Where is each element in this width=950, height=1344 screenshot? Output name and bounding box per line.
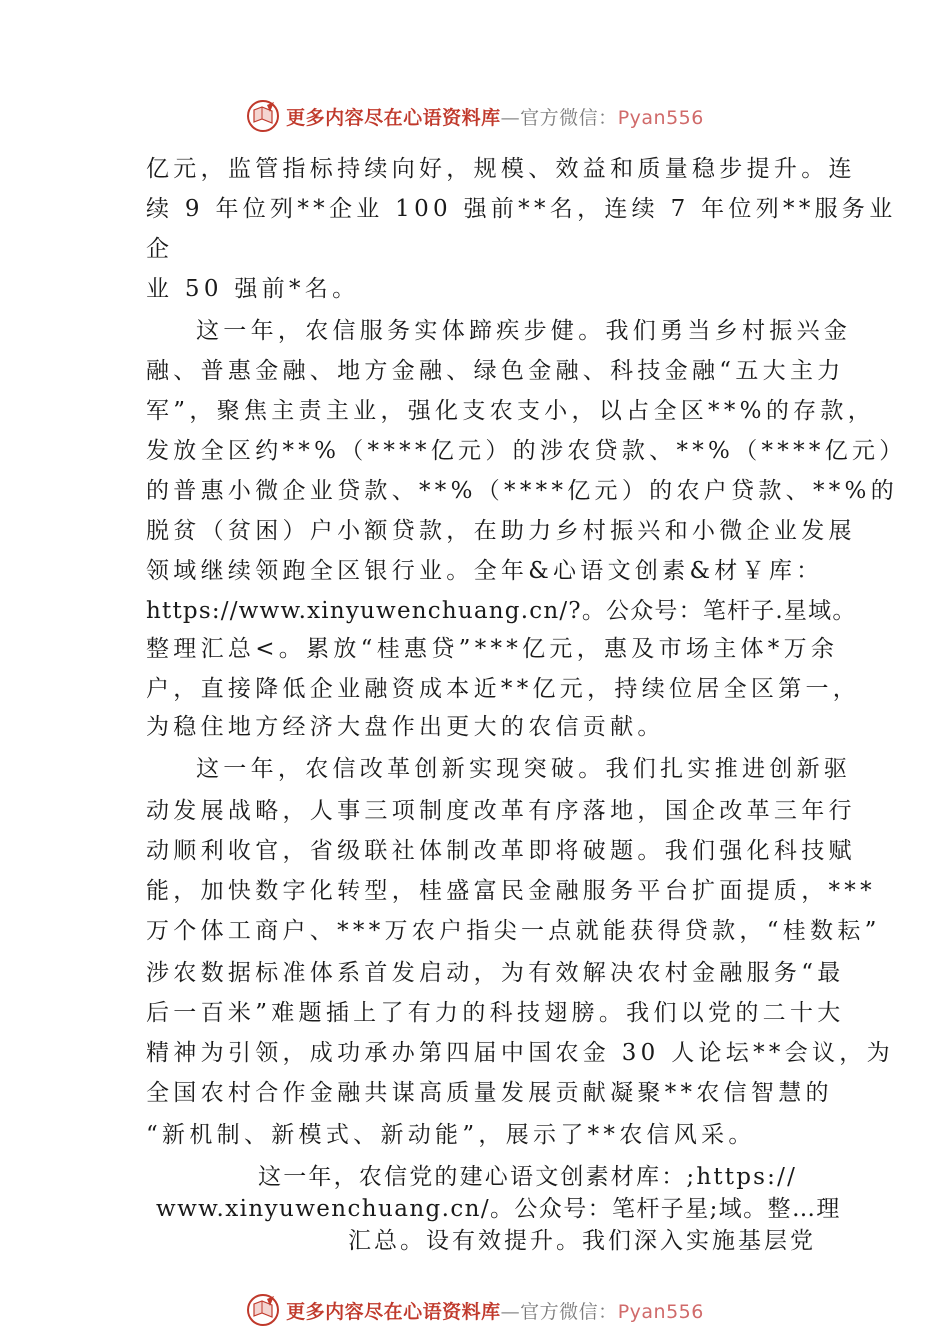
body-line: 亿元，监管指标持续向好，规模、效益和质量稳步提升。连: [146, 156, 856, 182]
paragraph-first-line: 这一年，农信改革创新实现突破。我们扎实推进创新驱: [196, 756, 852, 782]
paragraph-first-line: 这一年，农信服务实体蹄疾步健。我们勇当乡村振兴金: [196, 318, 852, 344]
footer-banner-text: [286, 1297, 704, 1324]
header-dash: —: [500, 106, 521, 129]
footer-site-name: 更多内容尽在心语资料库: [286, 1300, 501, 1323]
body-line: 涉农数据标准体系首发启动，为有效解决农村金融服务“最: [146, 960, 845, 986]
footer-wechat-label: 官方微信：: [520, 1300, 618, 1323]
body-line: 后一百米”难题插上了有力的科技翅膀。我们以党的二十大: [146, 1000, 845, 1026]
body-line: “新机制、新模式、新动能”，展示了**农信风采。: [146, 1122, 756, 1148]
body-line: 户，直接降低企业融资成本近**亿元，持续位居全区第一，: [146, 676, 861, 702]
body-line: 万个体工商户、***万农户指尖一点就能获得贷款，“桂数耘”: [146, 918, 881, 944]
footer-banner: [0, 1288, 950, 1332]
body-line: www.xinyuwenchuang.cn/。公众号：笔杆子星;域。整…理: [156, 1196, 841, 1222]
body-line: 精神为引领，成功承办第四届中国农金 30 人论坛**会议，为: [146, 1040, 894, 1066]
body-line: 为稳住地方经济大盘作出更大的农信贡献。: [146, 714, 665, 740]
body-line: 发放全区约**%（****亿元）的涉农贷款、**%（****亿元）: [146, 438, 907, 464]
header-site-name: 更多内容尽在心语资料库: [286, 106, 501, 129]
body-line: 军”，聚焦主责主业，强化支农支小，以占全区**%的存款，: [146, 398, 876, 424]
footer-dash: —: [500, 1300, 521, 1323]
body-line: 融、普惠金融、地方金融、绿色金融、科技金融“五大主力: [146, 358, 845, 384]
body-line: 领域继续领跑全区银行业。全年&心语文创素&材￥库：: [146, 558, 824, 584]
body-line: 企: [146, 236, 174, 262]
body-line-url: https://www.xinyuwenchuang.cn/?。公众号：笔杆子.星域。: [146, 598, 857, 624]
body-line: 汇总。设有效提升。我们深入实施基层党: [348, 1228, 816, 1254]
header-wechat-id: Pyan556: [617, 106, 704, 129]
body-line: 动顺利收官，省级联社体制改革即将破题。我们强化科技赋: [146, 838, 856, 864]
footer-wechat-id: Pyan556: [617, 1300, 704, 1323]
body-line: 脱贫（贫困）户小额贷款，在助力乡村振兴和小微企业发展: [146, 518, 856, 544]
body-line: 动发展战略，人事三项制度改革有序落地，国企改革三年行: [146, 798, 856, 824]
body-line: 整理汇总<。累放“桂惠贷”***亿元，惠及市场主体*万余: [146, 636, 839, 662]
body-line: 续 9 年位列**企业 100 强前**名，连续 7 年位列**服务业: [146, 196, 897, 222]
body-line: 的普惠小微企业贷款、**%（****亿元）的农户贷款、**%的: [146, 478, 899, 504]
body-line: 能，加快数字化转型，桂盛富民金融服务平台扩面提质，***: [146, 878, 876, 904]
body-line: 全国农村合作金融共谋高质量发展贡献凝聚**农信智慧的: [146, 1080, 833, 1106]
header-wechat-label: 官方微信：: [520, 106, 618, 129]
body-line: 这一年，农信党的建心语文创素材库：;https://: [258, 1164, 798, 1190]
book-pen-logo-icon: [246, 1293, 280, 1327]
body-line: 业 50 强前*名。: [146, 276, 360, 302]
